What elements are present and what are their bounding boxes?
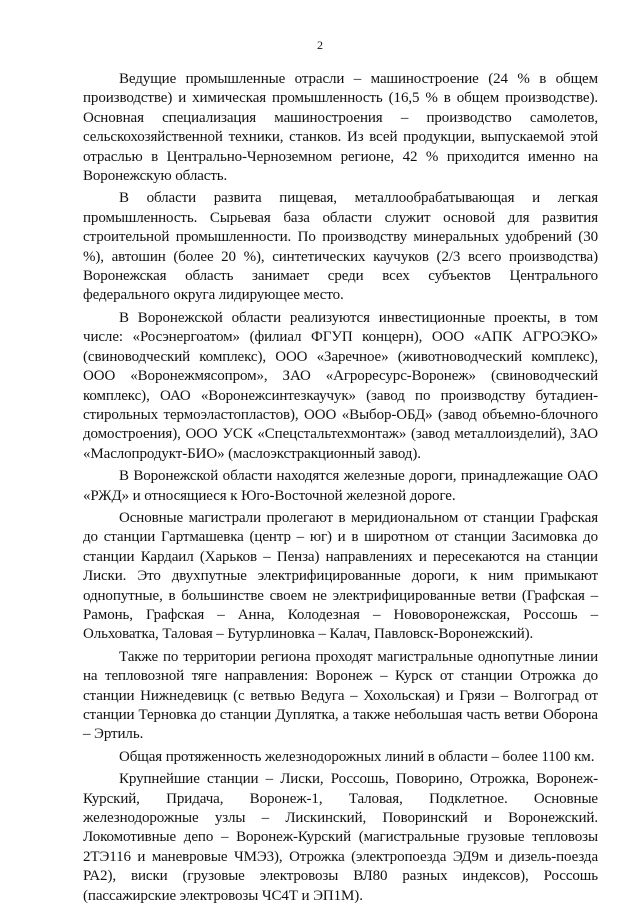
paragraph-stations-depots: Крупнейшие станции – Лиски, Россошь, Поворино, Отрожка, Воронеж-Курский, Придача, Воронеж-1, Таловая, Подклетное. Основные железнодорожные узлы – Лискинский, Поворинский и Воронежский. Локомотивные депо – Воронеж-Курский (магистральные грузовые тепловозы 2ТЭ116 и маневровые ЧМЭ3), Отрожка (электропоезда ЭД9м и дизель-поезда РА2), виски (грузовые электровозы ВЛ80 разных индексов), Россошь (пассажирские электровозы ЧС4Т и ЭП1М). xyxy=(83,771,598,904)
paragraph-main-lines: Основные магистрали пролегают в меридиональном от станции Графская до станции Гартмашевка (центр – юг) и в широтном от станции Засимовка до станции Кардаил (Харьков – Пенза) направлениях и пересекаются на станции Лиски. Это двухпутные электрифицированные дороги, к ним примыкают однопутные, в большинстве своем не электрифицированные ветви (Графская – Рамонь, Графская – Анна, Колодезная – Нововоронежская, Россошь – Ольховатка, Таловая – Бутурлиновка – Калач, Павловск-Воронежский). xyxy=(83,509,598,643)
paragraph-food-industry: В области развита пищевая, металлообрабатывающая и легкая промышленность. Сырьевая база области служит основой для развития строительной промышленности. По производству минеральных удобрений (30 %), автошин (более 20 %), синтетических каучуков (2/3 всего производства) Воронежская область занимает среди всех субъектов Центрального федерального округа лидирующее место. xyxy=(83,190,598,304)
document-body xyxy=(83,70,598,909)
paragraph-total-length: Общая протяженность железнодорожных линий в области – более 1100 км. xyxy=(119,748,595,765)
paragraph-railways: В Воронежской области находятся железные дороги, принадлежащие ОАО «РЖД» и относящиеся к Юго-Восточной железной дороге. xyxy=(83,468,598,504)
paragraph-industry: Ведущие промышленные отрасли – машиностроение (24 % в общем производстве) и химическая промышленность (16,5 % в общем производстве). Основная специализация машиностроения – производство самолетов, сельскохозяйственной техники, станков. Из всей продукции, выпускаемой этой отраслью в Центрально-Черноземном регионе, 42 % приходится именно на Воронежскую область. xyxy=(83,71,598,185)
paragraph-investment-projects: В Воронежской области реализуются инвестиционные проекты, в том числе: «Росэнергоатом» (филиал ФГУП концерн), ООО «АПК АГРОЭКО» (свиноводческий комплекс), ООО «Заречное» (животноводческий комплекс), ООО «Воронежмясопром», ЗАО «Агроресурс-Воронеж» (свиноводческий комплекс), ОАО «Воронежсинтезкаучук» (завод по производству бутадиен-стирольных термоэластопластов), ООО «Выбор-ОБД» (завод объемно-блочного домостроения), ООО УСК «Спецстальтехмонтаж» (завод металлоизделий), ЗАО «Маслопродукт-БИО» (маслоэкстракционный завод). xyxy=(83,309,598,462)
paragraph-single-track-lines: Также по территории региона проходят магистральные однопутные линии на тепловозной тяге направления: Воронеж – Курск от станции Отрожка до станции Нижнедевицк (с ветвью Ведуга – Хохольская) и Грязи – Волгоград от станции Терновка до станции Дуплятка, а также небольшая часть ветви Оборона – Эртиль. xyxy=(83,648,598,743)
page-number: 2 xyxy=(317,38,323,52)
